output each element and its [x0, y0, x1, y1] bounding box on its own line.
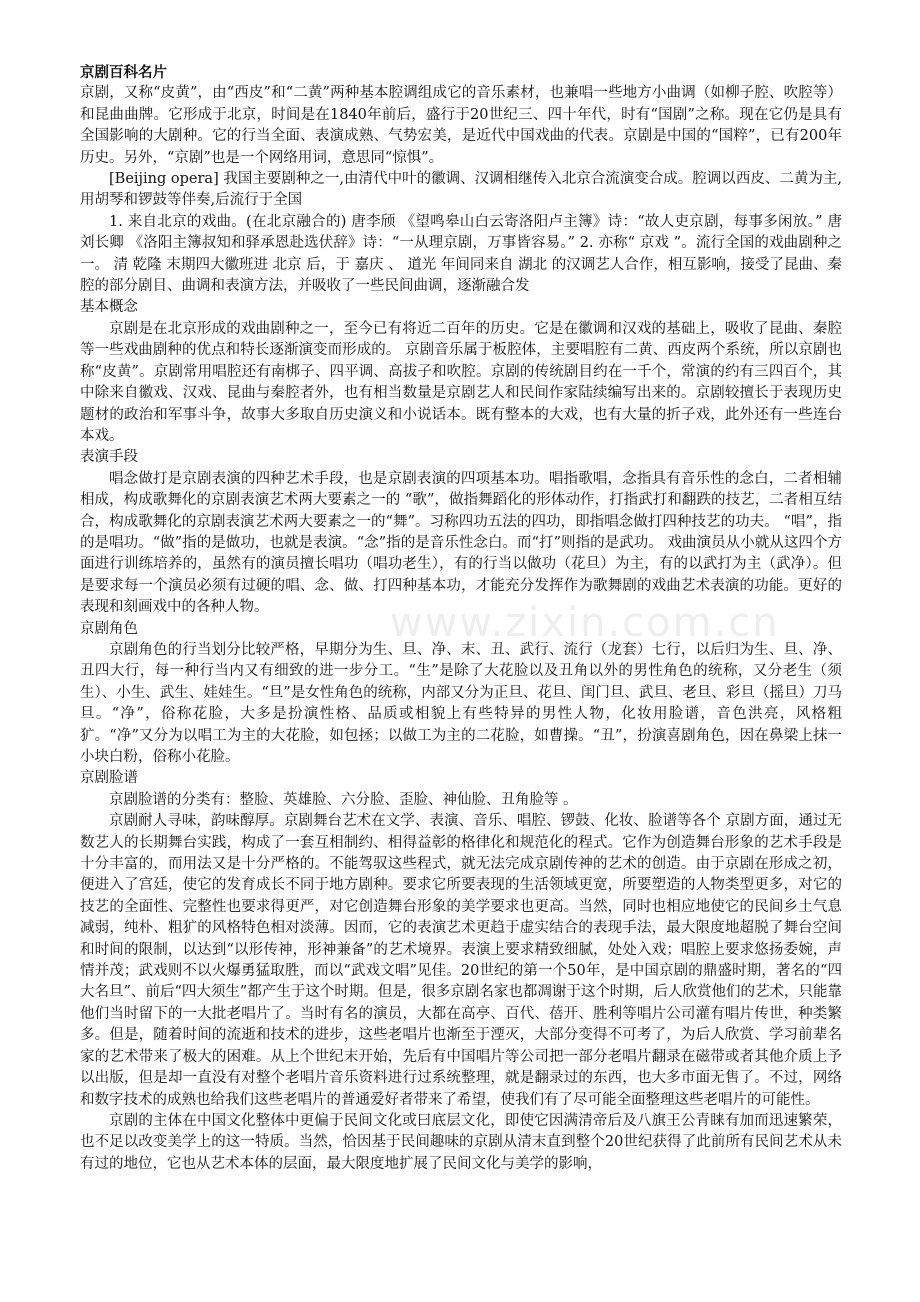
intro-paragraph: 京剧，又称“皮黄”，由“西皮”和“二黄”两种基本腔调组成它的音乐素材，也兼唱一些地方小曲调（如柳子腔、吹腔等）和昆曲曲牌。它形成于北京，时间是在1840年前后，盛行于20世纪三、四十年代，时有“国剧”之称。现在它仍是具有全国影响的大剧种。它的行当全面、表演成熟、气势宏美，是近代中国戏曲的代表。京剧是中国的“国粹”，已有200年历史。另外，“京剧”也是一个网络用词，意思同“惊惧”。 — [80, 85, 842, 166]
basic-concept-paragraph: 京剧是在北京形成的戏曲剧种之一，至今已有将近二百年的历史。它是在徽调和汉戏的基础上，吸收了昆曲、秦腔等一些戏曲剧种的优点和特长逐渐演变而形成的。 京剧音乐属于板腔体，主要唱腔有二黄、西皮两个系统，所以京剧也称“皮黄”。京剧常用唱腔还有南梆子、四平调、高拔子和吹腔。京剧的传统剧目约在一千个，常演的约有三四百个，其中除来自徽戏、汉戏、昆曲与秦腔者外，也有相当数量是京剧艺人和民间作家陆续编写出来的。京剧较擅长于表现历史题材的政治和军事斗争，故事大多取自历史演义和小说话本。既有整本的大戏，也有大量的折子戏，此外还有一些连台本戏。 — [80, 320, 842, 444]
facial-makeup-types-paragraph: 京剧脸谱的分类有：整脸、英雄脸、六分脸、歪脸、神仙脸、丑角脸等 。 — [109, 791, 578, 808]
section-heading-basic-concept: 基本概念 — [80, 299, 138, 316]
document-title: 京剧百科名片 — [80, 64, 167, 81]
performance-paragraph: 唱念做打是京剧表演的四种艺术手段，也是京剧表演的四项基本功。唱指歌唱，念指具有音乐性的念白，二者相辅相成，构成歌舞化的京剧表演艺术两大要素之一的 “歌”，做指舞蹈化的形体动作，打指武打和翻跌的技艺，二者相互结合，构成歌舞化的京剧表演艺术两大要素之一的“舞”。习称四功五法的四功，即指唱念做打四种技艺的功夫。 “唱”，指的是唱功。“做”指的是做功，也就是表演。“念”指的是音乐性念白。而“打”则指的是武功。 戏曲演员从小就从这四个方面进行训练培养的，虽然有的演员擅长唱功（唱功老生），有的行当以做功（花旦）为主，有的以武打为主（武净）。但是要求每一个演员必须有过硬的唱、念、做、打四种基本功，才能充分发挥作为歌舞剧的戏曲艺术表演的功能。更好的表现和刻画戏中的各种人物。 — [80, 470, 842, 616]
section-heading-facial-makeup: 京剧脸谱 — [80, 770, 138, 787]
roles-paragraph: 京剧角色的行当划分比较严格，早期分为生、旦、净、末、丑、武行、流行（龙套）七行，以后归为生、旦、净、丑四大行，每一种行当内又有细致的进一步分工。“生”是除了大花脸以及丑角以外的男性角色的统称，又分老生（须生）、小生、武生、娃娃生。“旦”是女性角色的统称，内部又分为正旦、花旦、闺门旦、武旦、老旦、彩旦（摇旦）刀马旦。“净”，俗称花脸，大多是扮演性格、品质或相貌上有些特异的男性人物，化妆用脸谱，音色洪亮，风格粗犷。“净”又分为以唱工为主的大花脸，如包拯；以做工为主的二花脸，如曹操。“丑”，扮演喜剧角色，因在鼻梁上抹一小块白粉，俗称小花脸。 — [80, 641, 842, 765]
facial-makeup-art-paragraph: 京剧耐人寻味，韵味醇厚。京剧舞台艺术在文学、表演、音乐、唱腔、锣鼓、化妆、脸谱等各个 京剧方面，通过无数艺人的长期舞台实践，构成了一套互相制约、相得益彰的格律化和规范化的程式。它作为创造舞台形象的艺术手段是十分丰富的，而用法又是十分严格的。不能驾驭这些程式，就无法完成京剧传神的艺术的创造。由于京剧在形成之初，便进入了宫廷，使它的发育成长不同于地方剧种。要求它所要表现的生活领域更宽，所要塑造的人物类型更多，对它的技艺的全面性、完整性也要求得更严，对它创造舞台形象的美学要求也更高。当然，同时也相应地使它的民间乡土气息减弱，纯朴、粗犷的风格特色相对淡薄。因而，它的表演艺术更趋于虚实结合的表现手法，最大限度地超脱了舞台空间和时间的限制，以达到“以形传神，形神兼备”的艺术境界。表演上要求精致细腻，处处入戏；唱腔上要求悠扬委婉，声情并茂；武戏则不以火爆勇猛取胜，而以“武戏文唱”见佳。20世纪的第一个50年，是中国京剧的鼎盛时期，著名的“四大名旦”、前后“四大须生”都产生于这个时期。但是，很多京剧名家也都凋谢于这个时期，后人欣赏他们的艺术，只能靠他们当时留下的一大批老唱片了。当时有名的演员，大都在高亭、百代、蓓开、胜利等唱片公司灌有唱片传世，种类繁多。但是，随着时间的流逝和技术的进步，这些老唱片也渐至于湮灭，大部分变得不可考了，为后人欣赏、学习前辈名家的艺术带来了极大的困难。从上个世纪末开始，先后有中国唱片等公司把一部分老唱片翻录在磁带或者其他介质上予以出版，但是却一直没有对整个老唱片音乐资料进行过系统整理，就是翻录过的东西，也大多市面无售了。不过，网络和数字技术的成熟也给我们这些老唱片的普通爱好者带来了希望，使我们有了尽可能全面整理这些老唱片的可能性。 — [80, 813, 842, 1108]
watermark: www.zixin.com.cn — [390, 600, 780, 646]
numbered-definitions-paragraph: 1. 来自北京的戏曲。(在北京融合的) 唐李颀 《望鸣皋山白云寄洛阳卢主簿》诗：“故人吏京剧，每事多闲放。” 唐 刘长卿 《洛阳主簿叔知和驿承恩赴选伏辞》诗：“一从理京剧，万事皆容易。” 2. 亦称“ 京戏 ”。流行全国的戏曲剧种之一。 清 乾隆 末期四大徽班进 北京 后，于 嘉庆 、 道光 年间同来自 湖北 的汉调艺人合作，相互影响，接受了昆曲、秦腔的部分剧目、曲调和表演方法，并吸收了一些民间曲调，逐渐融合发 — [80, 213, 842, 295]
english-definition-paragraph: [Beijing opera] 我国主要剧种之一,由清代中叶的徽调、汉调相继传入北京合流演变合成。腔调以西皮、二黄为主,用胡琴和锣鼓等伴奏,后流行于全国 — [80, 171, 842, 209]
section-heading-performance: 表演手段 — [80, 449, 138, 466]
folk-culture-paragraph: 京剧的主体在中国文化整体中更偏于民间文化或曰底层文化，即使它因满清帝后及八旗王公青睐有加而迅速繁荣，也不足以改变美学上的这一特质。当然，恰因基于民间趣味的京剧从清末直到整个20世纪获得了此前所有民间艺术从未有过的地位，它也从艺术本体的层面，最大限度地扩展了民间文化与美学的影响， — [80, 1112, 842, 1172]
section-heading-roles: 京剧角色 — [80, 620, 138, 637]
document-page — [80, 62, 842, 1175]
